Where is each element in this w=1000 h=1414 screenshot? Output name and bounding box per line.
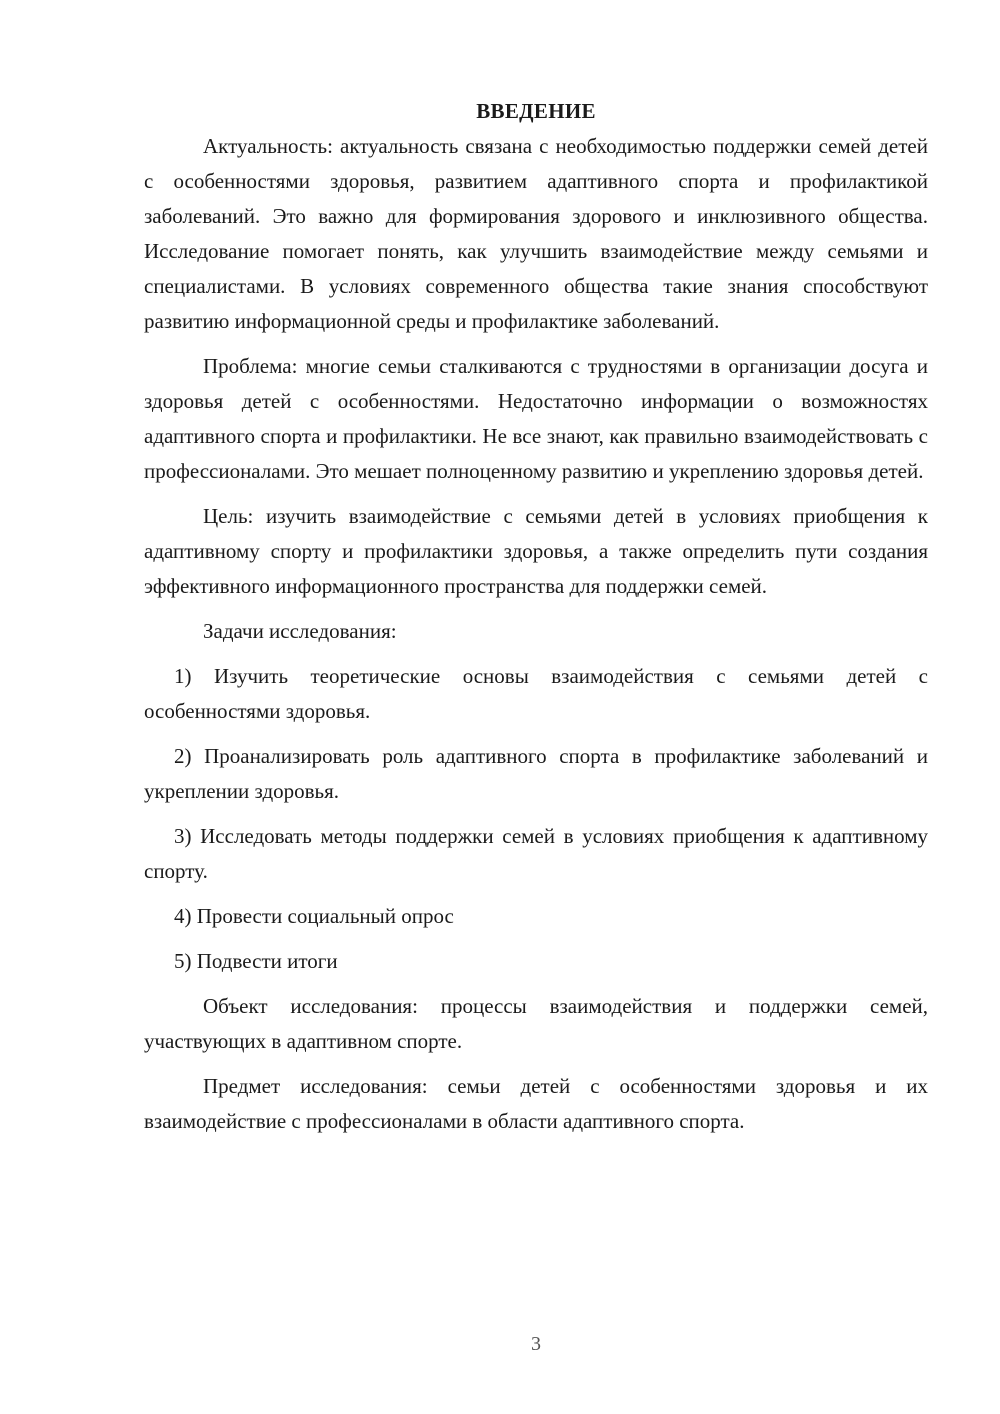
document-page	[144, 94, 928, 1149]
tasks-heading: Задачи исследования:	[203, 619, 397, 643]
task-item-1: 1) Изучить теоретические основы взаимодействия с семьями детей с особенностями здоровья.	[144, 664, 928, 723]
task-item-4: 4) Провести социальный опрос	[174, 904, 454, 928]
task-item-5: 5) Подвести итоги	[174, 949, 338, 973]
page-number: 3	[531, 1333, 541, 1355]
task-item-3: 3) Исследовать методы поддержки семей в условиях приобщения к адаптивному спорту.	[144, 824, 928, 883]
paragraph-subject: Предмет исследования: семьи детей с особенностями здоровья и их взаимодействие с профессионалами в области адаптивного спорта.	[144, 1074, 928, 1133]
section-title: ВВЕДЕНИЕ	[476, 99, 596, 123]
paragraph-problem: Проблема: многие семьи сталкиваются с трудностями в организации досуга и здоровья детей с особенностями. Недостаточно информации о возможностях адаптивного спорта и профилактики. Не все знают, как правильно взаимодействовать с профессионалами. Это мешает полноценному развитию и укреплению здоровья детей.	[144, 354, 928, 483]
paragraph-goal: Цель: изучить взаимодействие с семьями детей в условиях приобщения к адаптивному спорту и профилактики здоровья, а также определить пути создания эффективного информационного пространства для поддержки семей.	[144, 504, 928, 598]
task-item-2: 2) Проанализировать роль адаптивного спорта в профилактике заболеваний и укреплении здоровья.	[144, 744, 928, 803]
paragraph-relevance: Актуальность: актуальность связана с необходимостью поддержки семей детей с особенностями здоровья, развитием адаптивного спорта и профилактикой заболеваний. Это важно для формирования здорового и инклюзивного общества. Исследование помогает понять, как улучшить взаимодействие между семьями и специалистами. В условиях современного общества такие знания способствуют развитию информационной среды и профилактике заболеваний.	[144, 134, 928, 333]
paragraph-object: Объект исследования: процессы взаимодействия и поддержки семей, участвующих в адаптивном спорте.	[144, 994, 928, 1053]
